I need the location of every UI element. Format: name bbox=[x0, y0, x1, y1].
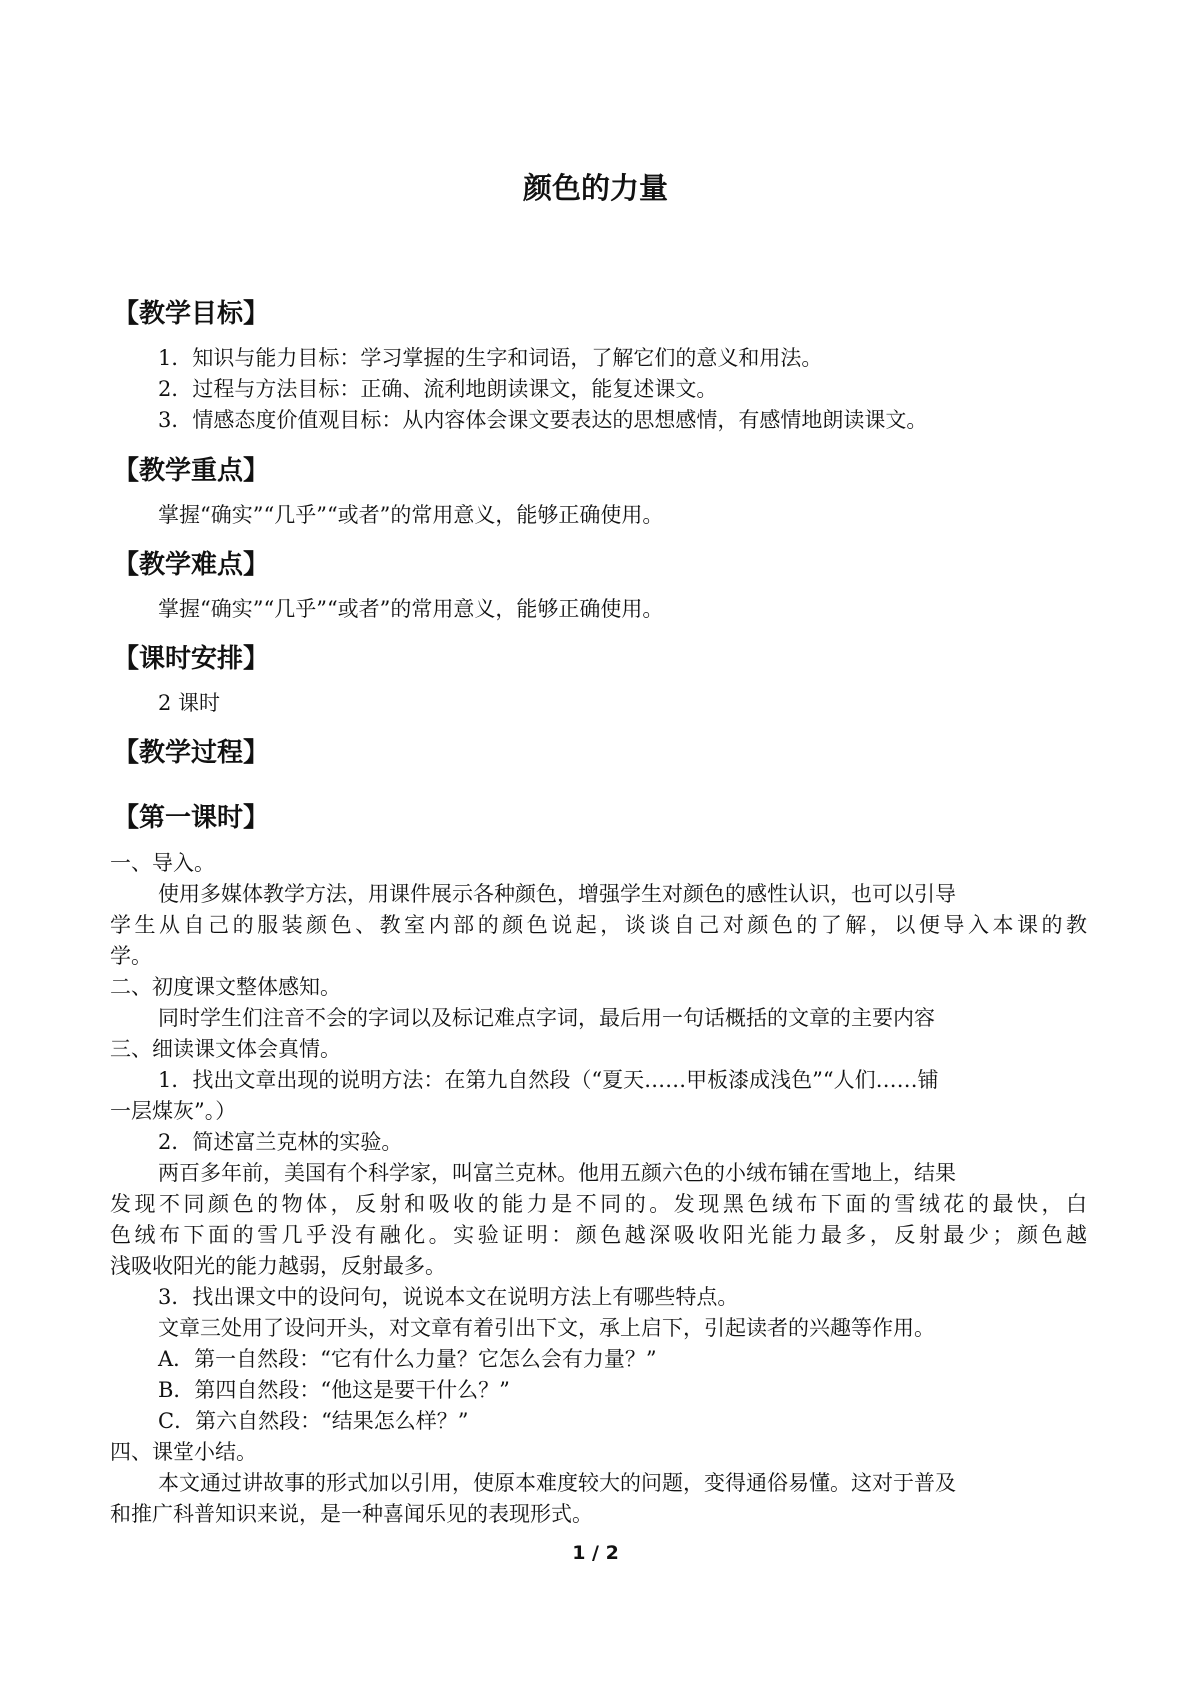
difficulties-text: 掌握“确实”“几乎”“或者”的常用意义，能够正确使用。 bbox=[158, 597, 664, 621]
key-points-text: 掌握“确实”“几乎”“或者”的常用意义，能够正确使用。 bbox=[158, 503, 664, 527]
list-item: C．第六自然段：“结果怎么样？” bbox=[158, 1409, 469, 1433]
section-heading-key-points: 【教学重点】 bbox=[113, 456, 270, 486]
body-line: 2．简述富兰克林的实验。 bbox=[158, 1130, 403, 1154]
schedule-text: 2 课时 bbox=[158, 691, 221, 715]
lesson-step-heading: 一、导入。 bbox=[110, 851, 215, 875]
lesson-step-heading: 四、课堂小结。 bbox=[110, 1440, 257, 1464]
body-line: 两百多年前，美国有个科学家，叫富兰克林。他用五颜六色的小绒布铺在雪地上，结果 bbox=[158, 1161, 956, 1185]
body-line: 一层煤灰”。） bbox=[110, 1099, 237, 1123]
page-number: 1 / 2 bbox=[572, 1542, 619, 1564]
body-line: 本文通过讲故事的形式加以引用，使原本难度较大的问题，变得通俗易懂。这对于普及 bbox=[158, 1471, 956, 1495]
lesson-step-heading: 二、初度课文整体感知。 bbox=[110, 975, 341, 999]
body-line: 色绒布下面的雪几乎没有融化。实验证明：颜色越深吸收阳光能力最多，反射最少；颜色越 bbox=[110, 1223, 1087, 1247]
body-line: 同时学生们注音不会的字词以及标记难点字词，最后用一句话概括的文章的主要内容 bbox=[158, 1006, 935, 1030]
list-item: A．第一自然段：“它有什么力量？它怎么会有力量？” bbox=[158, 1347, 657, 1371]
body-line: 3．找出课文中的设问句，说说本文在说明方法上有哪些特点。 bbox=[158, 1285, 739, 1309]
section-heading-difficulties: 【教学难点】 bbox=[113, 550, 270, 580]
body-line: 学。 bbox=[110, 944, 152, 968]
section-heading-first-lesson: 【第一课时】 bbox=[113, 803, 270, 833]
body-line: 使用多媒体教学方法，用课件展示各种颜色，增强学生对颜色的感性认识，也可以引导 bbox=[158, 882, 956, 906]
lesson-step-heading: 三、细读课文体会真情。 bbox=[110, 1037, 341, 1061]
list-item: B．第四自然段：“他这是要干什么？” bbox=[158, 1378, 510, 1402]
body-line: 文章三处用了设问开头，对文章有着引出下文，承上启下，引起读者的兴趣等作用。 bbox=[158, 1316, 935, 1340]
body-line: 1．找出文章出现的说明方法：在第九自然段（“夏天……甲板漆成浅色”“人们……铺 bbox=[158, 1068, 939, 1092]
body-line: 和推广科普知识来说，是一种喜闻乐见的表现形式。 bbox=[110, 1502, 593, 1526]
body-line: 浅吸收阳光的能力越弱，反射最多。 bbox=[110, 1254, 446, 1278]
document-title: 颜色的力量 bbox=[522, 171, 668, 205]
body-line: 学生从自己的服装颜色、教室内部的颜色说起，谈谈自己对颜色的了解，以便导入本课的教 bbox=[110, 913, 1087, 937]
objective-item: 3．情感态度价值观目标：从内容体会课文要表达的思想感情，有感情地朗读课文。 bbox=[158, 408, 928, 432]
body-line: 发现不同颜色的物体，反射和吸收的能力是不同的。发现黑色绒布下面的雪绒花的最快，白 bbox=[110, 1192, 1087, 1216]
objective-item: 2．过程与方法目标：正确、流利地朗读课文，能复述课文。 bbox=[158, 377, 718, 401]
section-heading-schedule: 【课时安排】 bbox=[113, 644, 270, 674]
objective-item: 1．知识与能力目标：学习掌握的生字和词语，了解它们的意义和用法。 bbox=[158, 346, 823, 370]
section-heading-process: 【教学过程】 bbox=[113, 738, 270, 768]
section-heading-objectives: 【教学目标】 bbox=[113, 299, 270, 329]
